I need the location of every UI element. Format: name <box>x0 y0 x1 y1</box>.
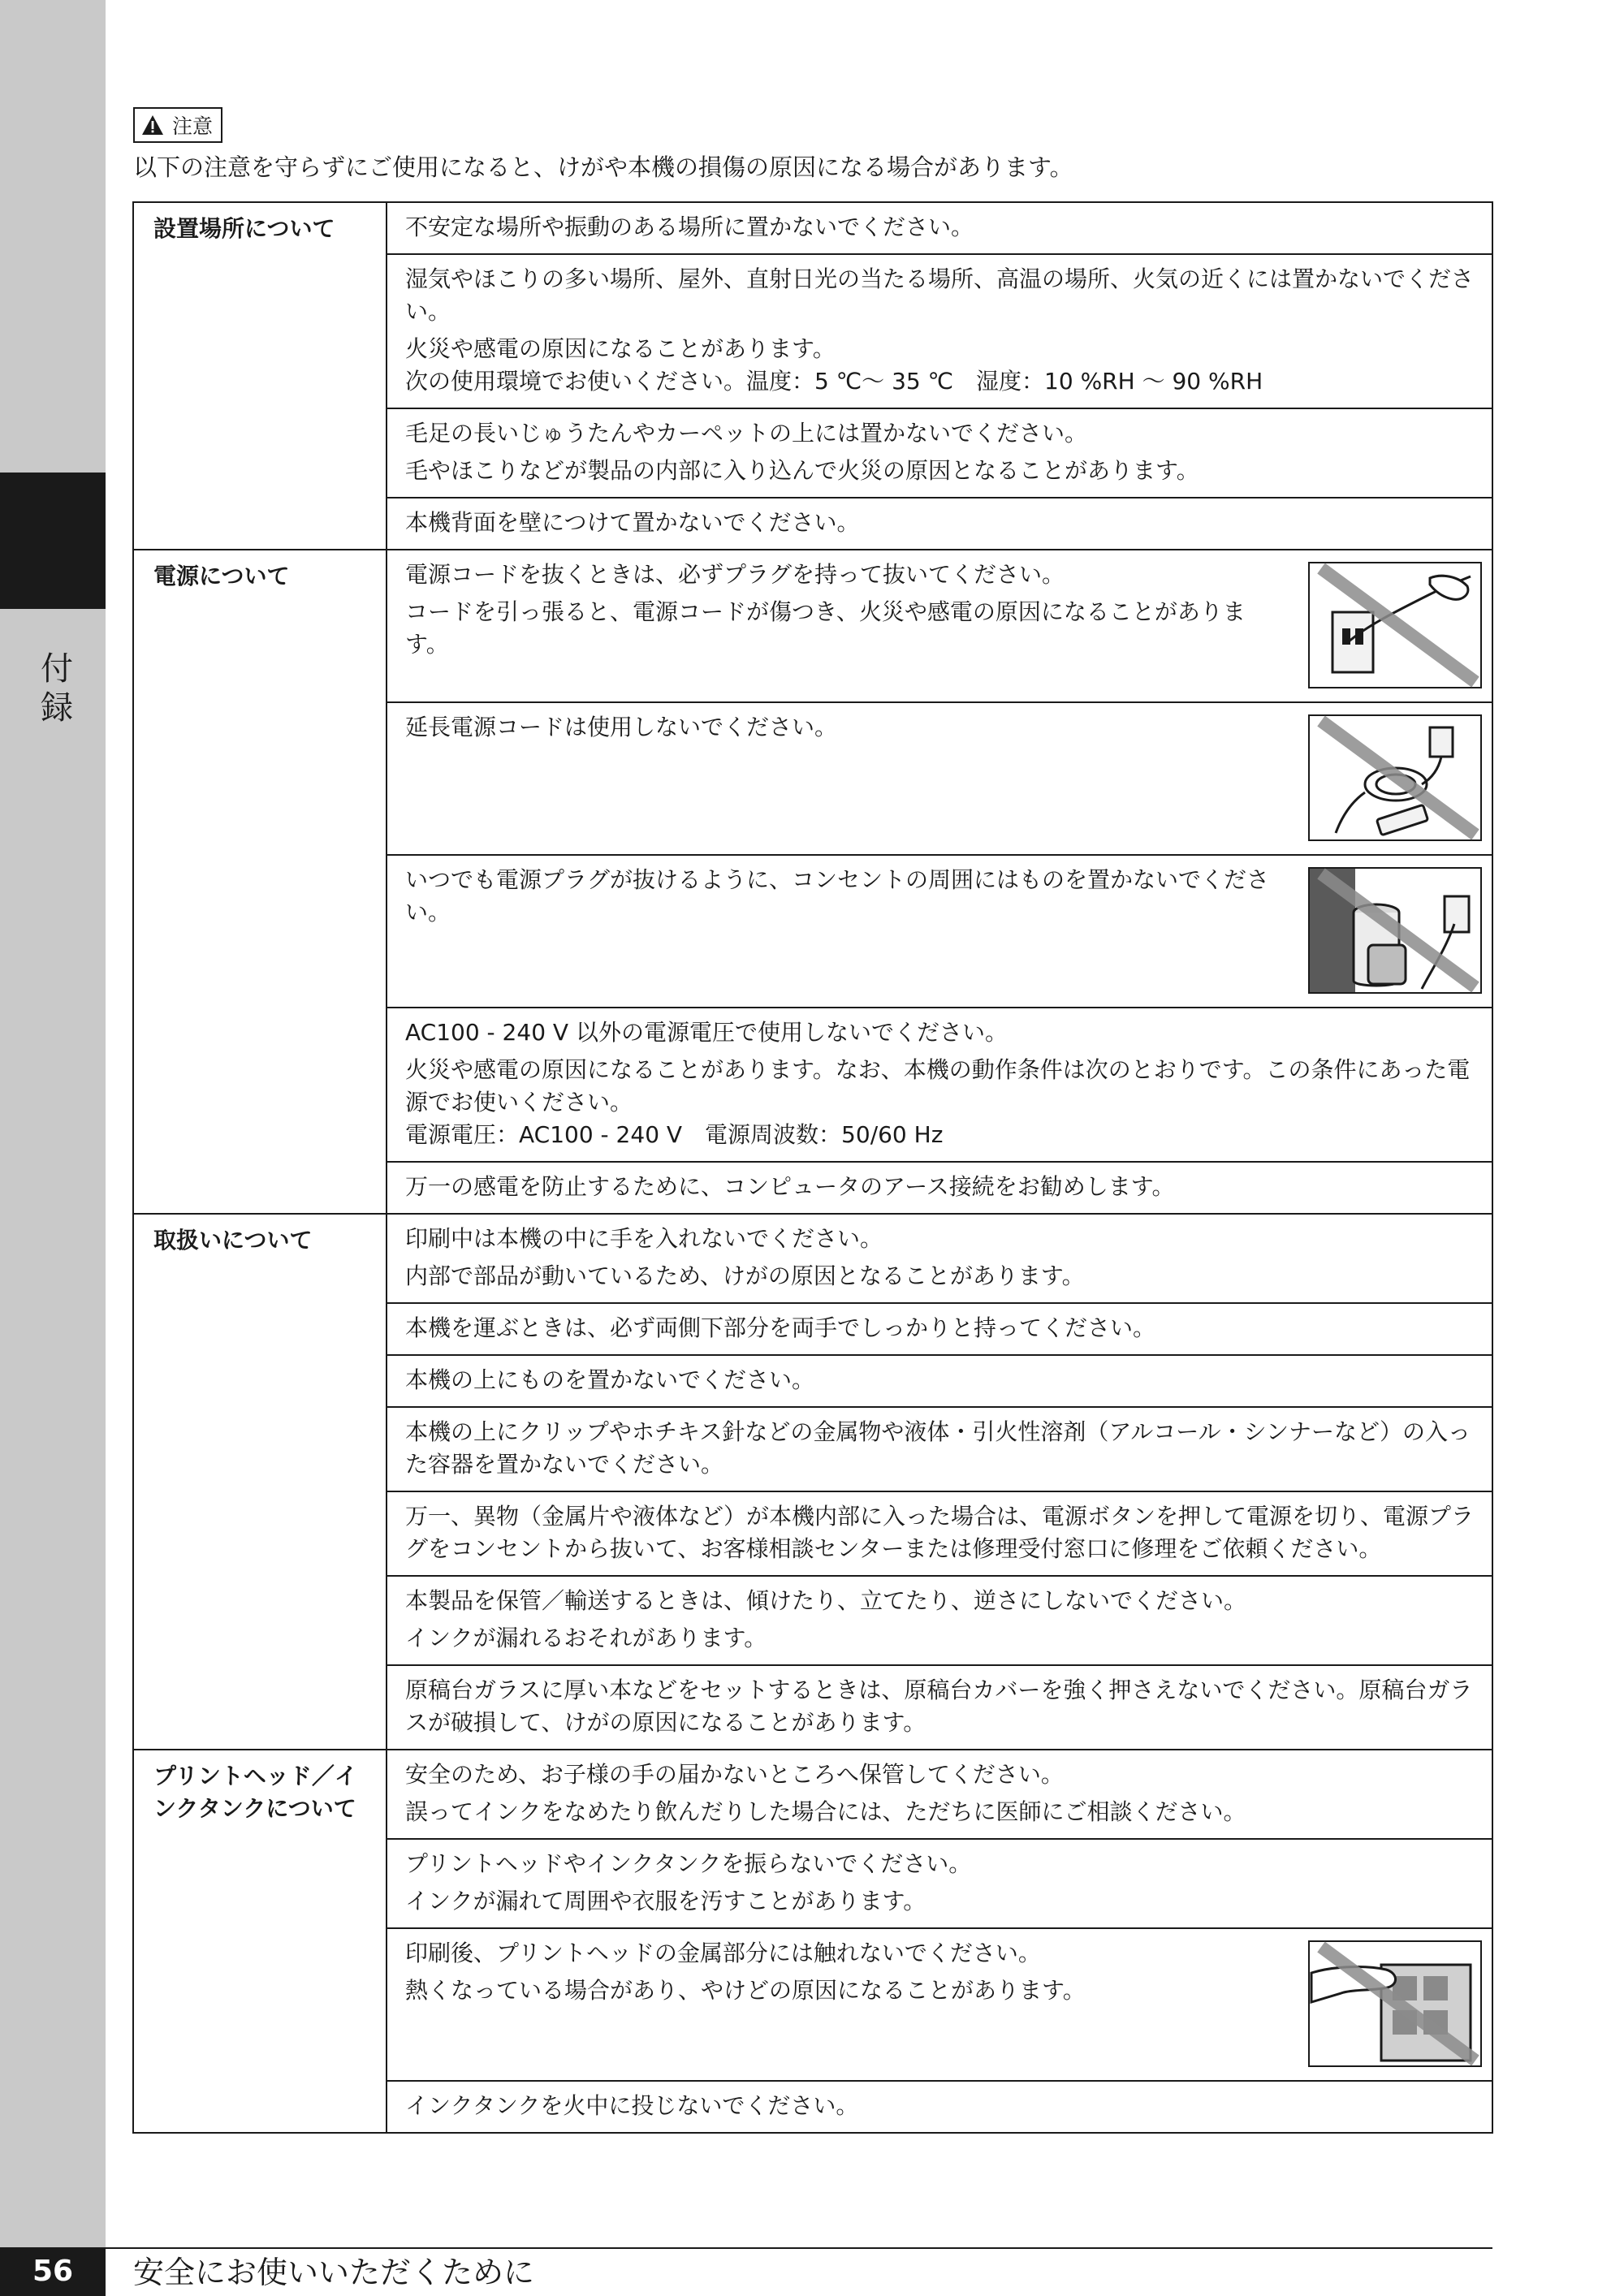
precaution-detail: 火災や感電の原因になることがあります。 <box>405 335 836 362</box>
precaution-statement: 湿気やほこりの多い場所、屋外、直射日光の当たる場所、高温の場所、火気の近くには置かないでください。 <box>405 265 1475 325</box>
precaution-statement: 本機背面を壁につけて置かないでください。 <box>405 509 860 536</box>
intro-text: 以下の注意を守らずにご使用になると、けがや本機の損傷の原因になる場合があります。 <box>133 153 1073 181</box>
table-row <box>133 202 1492 254</box>
precaution-statement: AC100 - 240 V 以外の電源電圧で使用しないでください。 <box>405 1019 1008 1046</box>
precaution-item <box>387 1928 1492 2081</box>
precaution-statement: インクタンクを火中に投じないでください。 <box>405 2092 859 2119</box>
precaution-item <box>387 1665 1492 1750</box>
precaution-item <box>387 1214 1492 1303</box>
precaution-statement: 本製品を保管／輸送するときは、傾けたり、立てたり、逆さにしないでください。 <box>405 1587 1247 1614</box>
appendix-side-label: 付 録 <box>41 650 73 727</box>
precaution-detail: 毛やほこりなどが製品の内部に入り込んで火災の原因となることがあります。 <box>405 457 1199 484</box>
table-row <box>133 1750 1492 1839</box>
category-cell: 電源について <box>133 550 387 1214</box>
precaution-statement: 本機の上にものを置かないでください。 <box>405 1366 815 1393</box>
precaution-statement: 安全のため、お子様の手の届かないところへ保管してください。 <box>405 1761 1064 1788</box>
precaution-item <box>387 408 1492 498</box>
precaution-item <box>387 1407 1492 1491</box>
precaution-item <box>387 702 1492 855</box>
category-cell: プリントヘッド／インクタンクについて <box>133 1750 387 2133</box>
safety-precautions-table <box>132 201 1493 2134</box>
precaution-item <box>387 1576 1492 1665</box>
precaution-item <box>387 1008 1492 1162</box>
precaution-detail: 誤ってインクをなめたり飲んだりした場合には、ただちに医師にご相談ください。 <box>405 1798 1246 1825</box>
precaution-item <box>387 2081 1492 2133</box>
precaution-statement: 原稿台ガラスに厚い本などをセットするときは、原稿台カバーを強く押さえないでください。原稿台ガラスが破損して、けがの原因になることがあります。 <box>405 1677 1473 1736</box>
precaution-item <box>387 202 1492 254</box>
precaution-item <box>387 1750 1492 1839</box>
precaution-detail: インクが漏れるおそれがあります。 <box>405 1625 767 1651</box>
side-tab-marker <box>0 473 106 609</box>
caution-label: 注意 <box>133 107 222 143</box>
footer-title: 安全にお使いいただくために <box>133 2255 535 2290</box>
precaution-detail: 火災や感電の原因になることがあります。なお、本機の動作条件は次のとおりです。この条件にあった電源でお使いください。 <box>405 1056 1471 1116</box>
precaution-statement: 本機を運ぶときは、必ず両側下部分を両手でしっかりと持ってください。 <box>405 1314 1156 1341</box>
precaution-statement: 延長電源コードは使用しないでください。 <box>405 714 838 740</box>
precaution-item <box>387 1303 1492 1355</box>
precaution-detail: 内部で部品が動いているため、けがの原因となることがあります。 <box>405 1262 1085 1289</box>
precaution-statement: 毛足の長いじゅうたんやカーペットの上には置かないでください。 <box>405 420 1088 447</box>
warning-triangle-icon <box>141 114 164 136</box>
precaution-item <box>387 1162 1492 1214</box>
touch-print-head-prohibited-illustration <box>1308 1940 1482 2067</box>
unplug-by-cord-prohibited-illustration <box>1308 562 1482 688</box>
precaution-detail: 電源電圧：AC100 - 240 V 電源周波数：50/60 Hz <box>405 1121 944 1148</box>
precaution-statement: 万一、異物（金属片や液体など）が本機内部に入った場合は、電源ボタンを押して電源を切り、電源プラグをコンセントから抜いて、お客様相談センターまたは修理受付窓口に修理をご依頼ください。 <box>405 1503 1475 1562</box>
precaution-statement: いつでも電源プラグが抜けるように、コンセントの周囲にはものを置かないでください。 <box>405 866 1270 926</box>
precaution-item <box>387 1839 1492 1928</box>
precaution-detail: 熱くなっている場合があり、やけどの原因になることがあります。 <box>405 1977 1086 2004</box>
precaution-statement: 万一の感電を防止するために、コンピュータのアース接続をお勧めします。 <box>405 1173 1175 1200</box>
precaution-item <box>387 550 1492 702</box>
precaution-item <box>387 855 1492 1008</box>
precaution-statement: 電源コードを抜くときは、必ずプラグを持って抜いてください。 <box>405 561 1065 588</box>
precaution-item <box>387 1491 1492 1576</box>
precaution-detail: インクが漏れて周囲や衣服を汚すことがあります。 <box>405 1888 926 1914</box>
precaution-statement: 不安定な場所や振動のある場所に置かないでください。 <box>405 214 974 240</box>
precaution-item <box>387 1355 1492 1407</box>
side-strip <box>0 0 106 2296</box>
precaution-statement: 印刷後、プリントヘッドの金属部分には触れないでください。 <box>405 1940 1041 1966</box>
precaution-statement: プリントヘッドやインクタンクを振らないでください。 <box>405 1850 972 1877</box>
table-row <box>133 1214 1492 1303</box>
precaution-item <box>387 254 1492 408</box>
category-cell: 取扱いについて <box>133 1214 387 1750</box>
table-row <box>133 550 1492 702</box>
footer-rule <box>106 2247 1492 2249</box>
precaution-item <box>387 498 1492 550</box>
precaution-detail: 次の使用環境でお使いください。温度：5 ℃～ 35 ℃ 湿度：10 %RH ～ 90 %RH <box>405 368 1263 395</box>
precaution-statement: 本機の上にクリップやホチキス針などの金属物や液体・引火性溶剤（アルコール・シンナーなど）の入った容器を置かないでください。 <box>405 1418 1471 1478</box>
extension-cord-prohibited-illustration <box>1308 714 1482 841</box>
blocked-outlet-prohibited-illustration <box>1308 867 1482 994</box>
precaution-detail: コードを引っ張ると、電源コードが傷つき、火災や感電の原因になることがあります。 <box>405 598 1246 658</box>
page-number: 56 <box>0 2247 106 2296</box>
precaution-statement: 印刷中は本機の中に手を入れないでください。 <box>405 1225 883 1252</box>
category-cell: 設置場所について <box>133 202 387 550</box>
